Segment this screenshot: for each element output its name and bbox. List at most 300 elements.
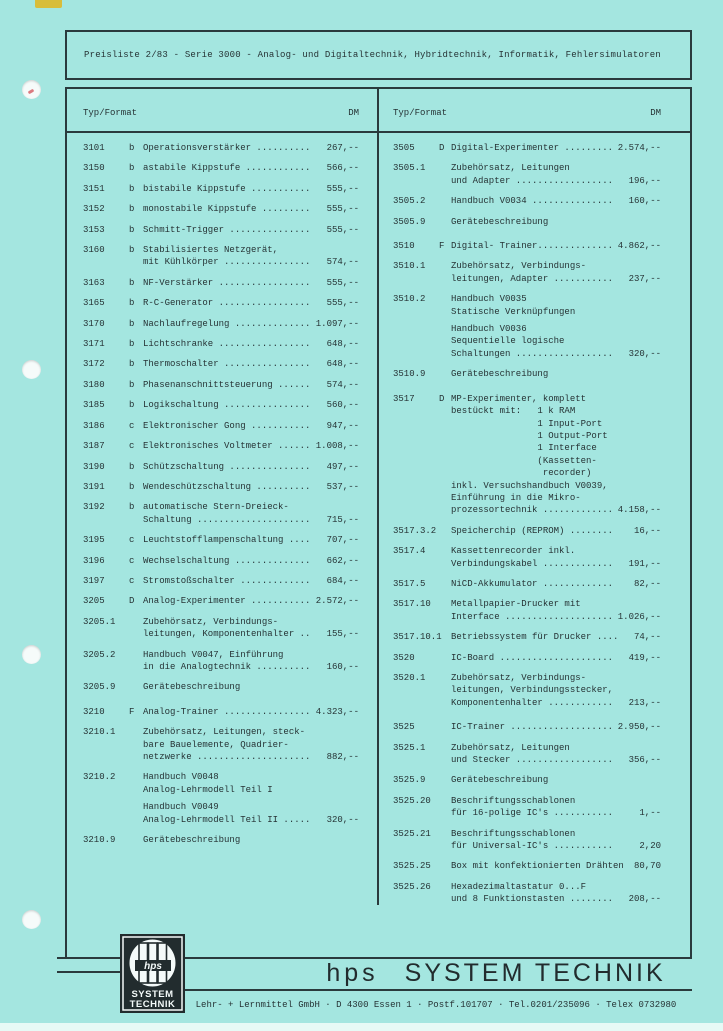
item-line xyxy=(451,578,661,590)
format-code xyxy=(439,860,451,872)
table-row xyxy=(83,616,359,641)
item-code: 3525.20 xyxy=(393,795,431,806)
item-line xyxy=(451,393,661,405)
item-description xyxy=(143,399,359,411)
item-price: 882,-- xyxy=(326,752,359,762)
item-code: 3153 xyxy=(83,224,105,235)
item-code: 3517 xyxy=(393,393,415,404)
item-code: 3187 xyxy=(83,441,105,452)
item-description xyxy=(143,726,359,763)
item-line xyxy=(143,358,359,370)
type-format-header: Typ/Format xyxy=(83,108,138,118)
item-code: 3165 xyxy=(83,298,105,309)
item-code: 3517.4 xyxy=(393,546,426,557)
item-text: und Adapter .................. xyxy=(451,175,614,186)
table-row xyxy=(393,774,661,786)
table-row xyxy=(83,297,359,309)
item-description xyxy=(143,501,359,526)
footer-rule xyxy=(185,989,692,991)
item-description xyxy=(143,277,359,289)
item-description xyxy=(451,293,661,360)
item-code: 3191 xyxy=(83,481,105,492)
item-line xyxy=(451,754,661,766)
item-line xyxy=(143,379,359,391)
item-code: 3525.21 xyxy=(393,828,431,839)
table-row xyxy=(393,578,661,590)
item-line xyxy=(451,480,661,492)
item-description xyxy=(451,142,661,154)
pen-mark xyxy=(28,89,35,95)
item-code: 3517.10.1 xyxy=(393,632,442,643)
item-description xyxy=(143,595,359,607)
format-code xyxy=(439,162,451,187)
item-line xyxy=(451,442,661,454)
format-code xyxy=(439,545,451,570)
item-code: 3517.10 xyxy=(393,599,431,610)
item-description xyxy=(143,681,359,693)
table-row xyxy=(393,652,661,664)
item-description xyxy=(143,461,359,473)
item-price: 4.158,-- xyxy=(617,505,661,516)
item-price: 1.097,-- xyxy=(315,318,359,329)
item-line xyxy=(451,195,661,207)
svg-text:SYSTEM: SYSTEM xyxy=(131,989,174,1000)
item-price: 80,70 xyxy=(633,861,661,872)
item-line xyxy=(451,525,661,537)
item-line xyxy=(451,467,661,479)
item-price: 2,20 xyxy=(639,841,661,852)
item-line xyxy=(451,860,661,872)
item-line xyxy=(451,774,661,786)
item-price: 74,-- xyxy=(633,632,661,643)
item-line xyxy=(143,481,359,493)
item-description xyxy=(451,162,661,187)
item-code: 3205.2 xyxy=(83,649,116,660)
item-code: 3197 xyxy=(83,575,105,586)
item-line xyxy=(143,661,359,673)
table-row xyxy=(83,338,359,350)
item-description xyxy=(143,203,359,215)
format-code xyxy=(439,293,451,360)
item-line xyxy=(143,681,359,693)
item-description xyxy=(143,534,359,546)
table-row xyxy=(393,142,661,154)
format-code: D xyxy=(439,393,445,404)
hps-logo xyxy=(120,934,185,1013)
punch-hole xyxy=(22,360,41,379)
item-line xyxy=(451,492,661,504)
item-code: 3210.9 xyxy=(83,835,116,846)
format-code xyxy=(439,742,451,767)
item-price: 2.950,-- xyxy=(617,722,661,733)
item-line xyxy=(143,224,359,236)
item-code: 3171 xyxy=(83,339,105,350)
item-text: (Kassetten- xyxy=(451,455,597,466)
item-description xyxy=(143,183,359,195)
item-description xyxy=(143,358,359,370)
format-code xyxy=(439,598,451,623)
item-description xyxy=(143,771,359,826)
table-row xyxy=(393,545,661,570)
item-text: Zubehörsatz, Leitungen, steck- xyxy=(143,727,306,738)
item-text: Stromstoßschalter ............. xyxy=(143,575,311,586)
item-text: Gerätebeschreibung xyxy=(451,216,549,227)
item-code: 3192 xyxy=(83,502,105,513)
item-text: automatische Stern-Dreieck- xyxy=(143,502,289,513)
format-code: b xyxy=(129,339,135,350)
item-description xyxy=(143,575,359,587)
item-line xyxy=(451,828,661,840)
table-row xyxy=(83,726,359,763)
item-text: NiCD-Akkumulator ............. xyxy=(451,578,614,589)
company-wordmark xyxy=(300,958,692,988)
punch-hole xyxy=(22,910,41,929)
item-line xyxy=(451,840,661,852)
item-line xyxy=(143,203,359,215)
item-price: 662,-- xyxy=(326,555,359,566)
item-code: 3205.9 xyxy=(83,682,116,693)
item-text: Handbuch V0034 ............... xyxy=(451,196,614,207)
table-row xyxy=(393,672,661,709)
item-text: Zubehörsatz, Leitungen xyxy=(451,163,570,174)
hps-logo-icon xyxy=(120,934,185,1013)
item-description xyxy=(451,672,661,709)
item-code: 3160 xyxy=(83,245,105,256)
format-code xyxy=(439,260,451,285)
item-text: Verbindungskabel ............. xyxy=(451,558,614,569)
item-text: in die Analogtechnik .......... xyxy=(143,661,311,672)
format-code: b xyxy=(129,502,135,513)
item-price: 537,-- xyxy=(326,481,359,492)
item-text: monostabile Kippstufe ......... xyxy=(143,204,311,215)
table-row xyxy=(393,240,661,252)
item-text: leitungen, Verbindungsstecker, xyxy=(451,685,614,696)
item-description xyxy=(451,828,661,853)
item-text: Digital- Trainer.............. xyxy=(451,241,614,252)
item-text: Logikschaltung ................ xyxy=(143,400,311,411)
item-text: astabile Kippstufe ............ xyxy=(143,163,311,174)
format-code: b xyxy=(129,183,135,194)
item-price: 1.008,-- xyxy=(315,441,359,452)
item-line xyxy=(143,575,359,587)
item-text: leitungen, Adapter ........... xyxy=(451,273,614,284)
item-text: bestückt mit: 1 k RAM xyxy=(451,406,576,417)
item-price: 574,-- xyxy=(326,257,359,268)
dm-header: DM xyxy=(650,108,661,118)
item-text: Analog-Lehrmodell Teil II ..... xyxy=(143,814,311,825)
item-description xyxy=(451,525,661,537)
item-price: 160,-- xyxy=(628,196,661,207)
format-code: b xyxy=(129,400,135,411)
format-code xyxy=(439,721,451,733)
format-code xyxy=(129,649,143,674)
item-code: 3170 xyxy=(83,318,105,329)
item-text: Phasenanschnittsteuerung ...... xyxy=(143,379,311,390)
item-text: Schützschaltung ............... xyxy=(143,461,311,472)
item-description xyxy=(451,545,661,570)
item-text: Handbuch V0035 xyxy=(451,294,527,305)
table-row xyxy=(393,828,661,853)
item-text: NF-Verstärker ................. xyxy=(143,277,311,288)
table-row xyxy=(83,595,359,607)
table-row xyxy=(393,631,661,643)
table-row xyxy=(83,534,359,546)
table-row xyxy=(83,681,359,693)
item-description xyxy=(451,240,661,252)
item-line xyxy=(143,514,359,526)
binder-tab xyxy=(35,0,62,8)
format-code xyxy=(439,368,451,380)
item-description xyxy=(143,318,359,330)
item-line xyxy=(143,256,359,268)
item-code: 3510.1 xyxy=(393,261,426,272)
item-description xyxy=(451,881,661,906)
item-price: 555,-- xyxy=(326,204,359,215)
item-price: 191,-- xyxy=(628,558,661,569)
table-row xyxy=(83,277,359,289)
table-row xyxy=(83,420,359,432)
item-line xyxy=(451,807,661,819)
item-text: Analog-Lehrmodell Teil I xyxy=(143,784,273,795)
item-text: Wendeschützschaltung .......... xyxy=(143,481,311,492)
item-text: R-C-Generator ................. xyxy=(143,298,311,309)
item-text: für Universal-IC's ........... xyxy=(451,841,614,852)
item-description xyxy=(143,834,359,846)
item-text: Metallpapier-Drucker mit xyxy=(451,599,581,610)
item-code: 3505.9 xyxy=(393,216,426,227)
item-text: Statische Verknüpfungen xyxy=(451,306,576,317)
item-description xyxy=(143,555,359,567)
item-text: Elektronischer Gong ........... xyxy=(143,420,311,431)
item-price: 356,-- xyxy=(628,755,661,766)
table-row xyxy=(83,575,359,587)
item-code: 3210 xyxy=(83,706,105,717)
item-code: 3101 xyxy=(83,143,105,153)
item-description xyxy=(451,260,661,285)
item-text: Speicherchip (REPROM) ........ xyxy=(451,525,614,536)
item-price: 648,-- xyxy=(326,339,359,350)
item-code: 3180 xyxy=(83,379,105,390)
item-line xyxy=(451,175,661,187)
item-code: 3505.2 xyxy=(393,196,426,207)
format-code xyxy=(129,616,143,641)
item-code: 3210.1 xyxy=(83,727,116,738)
item-line xyxy=(143,706,359,718)
item-code: 3505 xyxy=(393,143,415,153)
item-line xyxy=(451,721,661,733)
item-line xyxy=(143,751,359,763)
format-code: b xyxy=(129,318,135,329)
item-text: Thermoschalter ................ xyxy=(143,359,311,370)
wordmark-system-technik: SYSTEM TECHNIK xyxy=(404,958,666,987)
item-line xyxy=(143,726,359,738)
format-code xyxy=(439,631,451,643)
item-text: Nachlaufregelung .............. xyxy=(143,318,311,329)
item-line xyxy=(451,697,661,709)
punch-hole xyxy=(22,80,41,99)
item-text: Hexadezimaltastatur 0...F xyxy=(451,881,587,892)
item-code: 3525.25 xyxy=(393,861,431,872)
item-description xyxy=(143,706,359,718)
item-text: Handbuch V0049 xyxy=(143,802,219,813)
item-price: 648,-- xyxy=(326,359,359,370)
item-description xyxy=(143,420,359,432)
item-price: 82,-- xyxy=(633,578,661,589)
item-description xyxy=(143,481,359,493)
item-code: 3195 xyxy=(83,535,105,546)
svg-text:hps: hps xyxy=(144,961,162,972)
format-code xyxy=(439,195,451,207)
item-line xyxy=(143,420,359,432)
item-price: 16,-- xyxy=(633,525,661,536)
item-text: Gerätebeschreibung xyxy=(451,775,549,786)
table-row xyxy=(83,461,359,473)
item-code: 3190 xyxy=(83,461,105,472)
item-code: 3510 xyxy=(393,241,415,252)
item-text: Gerätebeschreibung xyxy=(451,369,549,380)
page-title: Preisliste 2/83 - Serie 3000 - Analog- und Digitaltechnik, Hybridtechnik, Informatik, Fehlersimulatoren xyxy=(84,50,661,60)
item-description xyxy=(451,631,661,643)
item-line xyxy=(143,501,359,513)
item-text: Schaltung ..................... xyxy=(143,514,311,525)
item-description xyxy=(143,244,359,269)
table-row xyxy=(83,358,359,370)
table-row xyxy=(393,393,661,517)
item-line xyxy=(451,631,661,643)
item-line xyxy=(143,162,359,174)
column-divider xyxy=(377,87,379,905)
item-text: Stabilisiertes Netzgerät, xyxy=(143,245,279,256)
item-text: Zubehörsatz, Verbindungs- xyxy=(143,616,279,627)
item-code: 3517.5 xyxy=(393,578,426,589)
item-code: 3517.3.2 xyxy=(393,525,437,536)
item-price: 267,-- xyxy=(326,143,359,153)
dm-header: DM xyxy=(348,108,359,118)
item-price: 1,-- xyxy=(639,808,661,819)
table-row xyxy=(83,183,359,195)
format-code: c xyxy=(129,441,135,452)
item-description xyxy=(143,379,359,391)
table-row xyxy=(83,318,359,330)
format-code xyxy=(129,771,143,826)
format-code: b xyxy=(129,298,135,309)
price-column-right xyxy=(393,142,661,914)
item-price: 555,-- xyxy=(326,183,359,194)
item-price: 555,-- xyxy=(326,277,359,288)
item-line xyxy=(451,142,661,154)
item-line xyxy=(451,545,661,557)
item-text: für 16-polige IC's ........... xyxy=(451,808,614,819)
item-code: 3525.1 xyxy=(393,742,426,753)
item-description xyxy=(143,297,359,309)
table-row xyxy=(393,525,661,537)
table-row xyxy=(83,399,359,411)
item-text: 1 Output-Port xyxy=(451,430,608,441)
format-code xyxy=(439,525,451,537)
item-line xyxy=(451,323,661,335)
table-row xyxy=(393,881,661,906)
item-code: 3210.2 xyxy=(83,772,116,783)
item-line xyxy=(143,440,359,452)
item-line xyxy=(451,684,661,696)
item-line xyxy=(143,555,359,567)
item-price: 497,-- xyxy=(326,461,359,472)
item-text: IC-Board ..................... xyxy=(451,652,614,663)
item-code: 3525.26 xyxy=(393,881,431,892)
item-line xyxy=(143,595,359,607)
item-price: 237,-- xyxy=(628,273,661,284)
wordmark-hps: hps xyxy=(326,958,379,987)
item-line xyxy=(143,297,359,309)
format-code: c xyxy=(129,555,135,566)
item-text: Leuchtstofflampenschaltung .... xyxy=(143,535,311,546)
item-text: Elektronisches Voltmeter ...... xyxy=(143,441,311,452)
table-row xyxy=(83,771,359,826)
item-price: 2.574,-- xyxy=(617,143,661,153)
item-text: Zubehörsatz, Verbindungs- xyxy=(451,261,587,272)
item-text: Sequentielle logische xyxy=(451,336,565,347)
table-row xyxy=(83,244,359,269)
item-line xyxy=(451,368,661,380)
format-code: b xyxy=(129,224,135,235)
item-text: und Stecker .................. xyxy=(451,755,614,766)
item-code: 3205 xyxy=(83,596,105,607)
item-price: 1.026,-- xyxy=(617,611,661,622)
table-row xyxy=(393,860,661,872)
item-description xyxy=(451,393,661,517)
item-text: Zubehörsatz, Verbindungs- xyxy=(451,673,587,683)
item-text: MP-Experimenter, komplett xyxy=(451,393,587,404)
title-box xyxy=(65,30,692,80)
item-line xyxy=(451,881,661,893)
item-description xyxy=(451,652,661,664)
table-row xyxy=(83,481,359,493)
item-code: 3505.1 xyxy=(393,163,426,174)
item-line xyxy=(451,306,661,318)
format-code: F xyxy=(439,241,445,252)
item-description xyxy=(143,142,359,154)
company-address: Lehr- + Lernmittel GmbH · D 4300 Essen 1 · Postf.101707 · Tel.0201/235096 · Telex 0732980 xyxy=(195,1000,677,1010)
format-code xyxy=(439,216,451,228)
item-line xyxy=(451,611,661,623)
item-code: 3205.1 xyxy=(83,616,116,627)
item-line xyxy=(143,784,359,796)
item-text: Komponentenhalter ............ xyxy=(451,697,614,708)
item-text: recorder) xyxy=(451,468,592,479)
item-price: 419,-- xyxy=(628,652,661,663)
table-row xyxy=(83,224,359,236)
punch-hole xyxy=(22,645,41,664)
item-price: 320,-- xyxy=(628,348,661,359)
item-description xyxy=(143,338,359,350)
format-code xyxy=(439,774,451,786)
item-code: 3186 xyxy=(83,420,105,431)
item-text: 1 Interface xyxy=(451,443,597,454)
header-rule xyxy=(65,131,692,133)
table-row xyxy=(83,649,359,674)
format-code: b xyxy=(129,481,135,492)
item-code: 3196 xyxy=(83,555,105,566)
item-line xyxy=(143,461,359,473)
item-price: 707,-- xyxy=(326,535,359,546)
format-code: b xyxy=(129,163,135,174)
item-code: 3185 xyxy=(83,400,105,411)
item-text: inkl. Versuchshandbuch V0039, xyxy=(451,480,608,491)
item-line xyxy=(451,504,661,516)
page-edge xyxy=(0,1023,723,1031)
format-code xyxy=(439,652,451,664)
table-row xyxy=(393,216,661,228)
